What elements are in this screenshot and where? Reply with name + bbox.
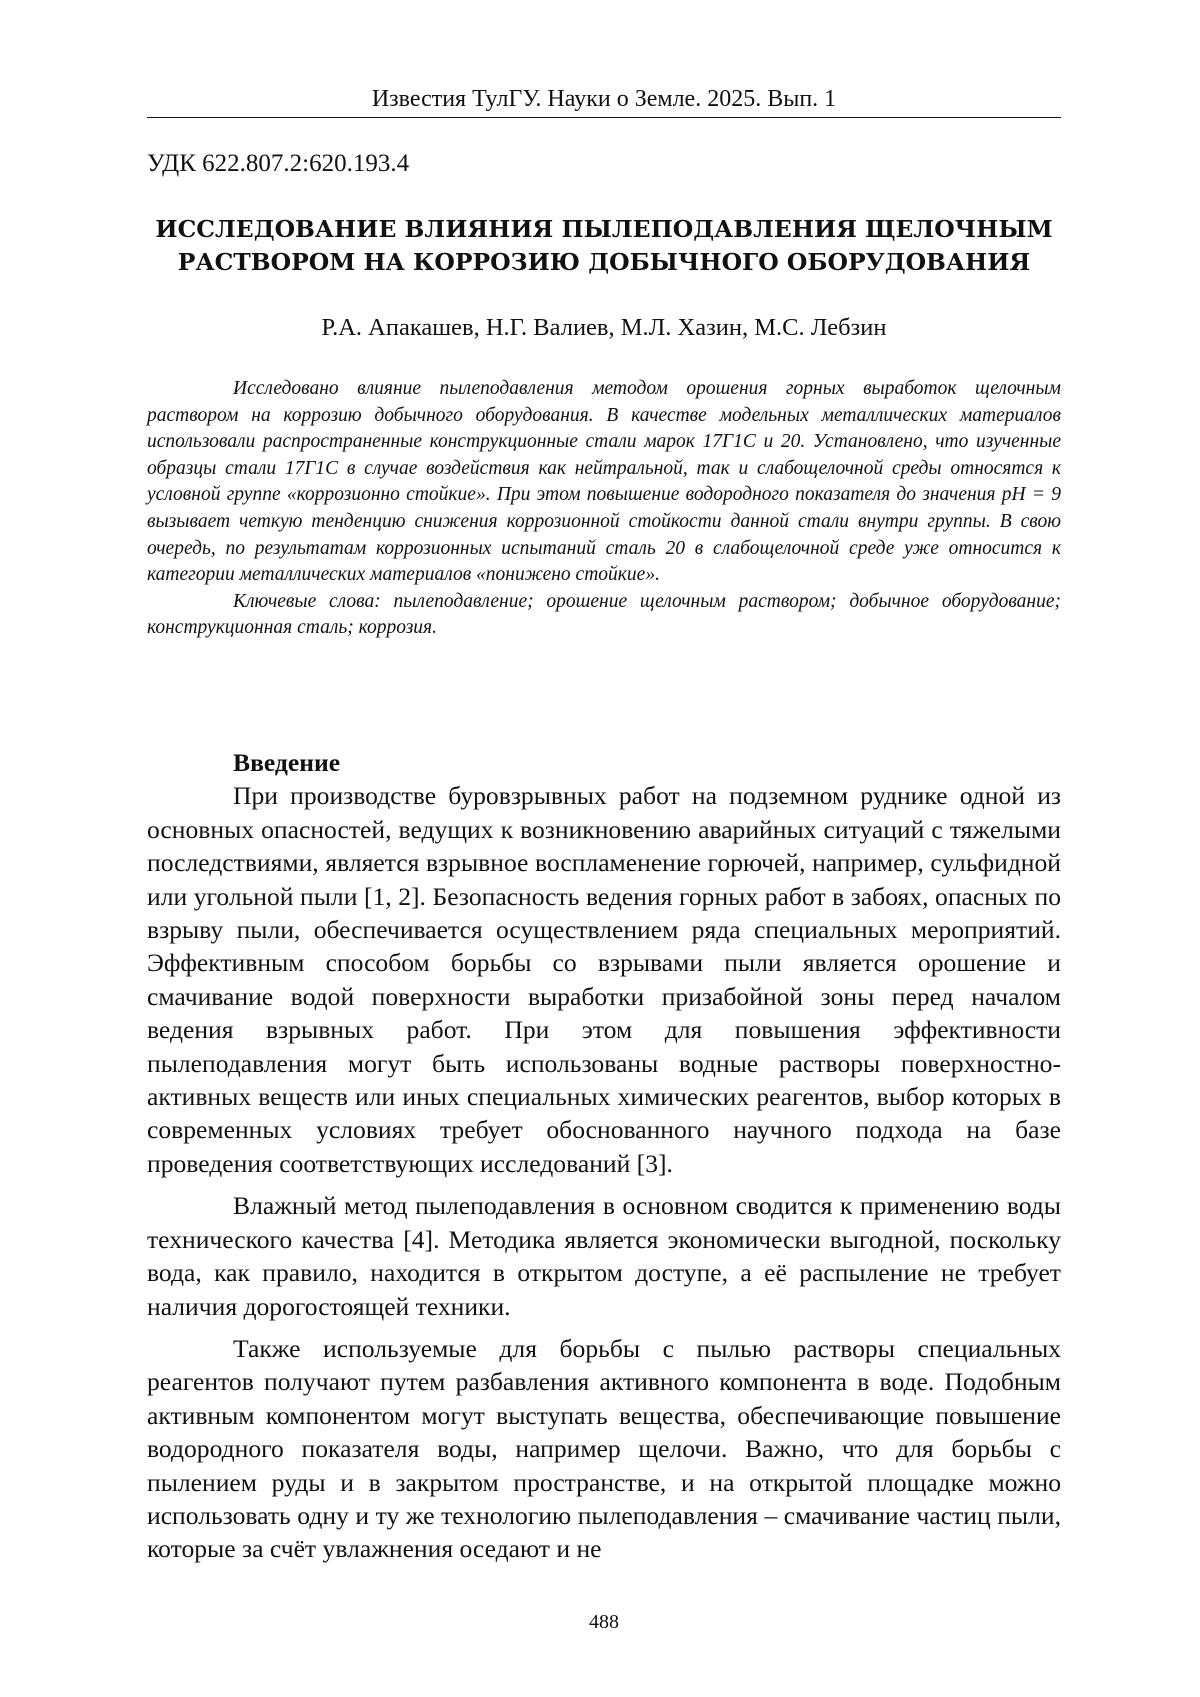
running-header: Известия ТулГУ. Науки о Земле. 2025. Вып. 1	[371, 86, 837, 112]
article-title	[147, 213, 1061, 279]
body-paragraph: При производстве буровзрывных работ на подземном руднике одной из основных опасностей, ведущих к возникновению аварийных ситуаций с тяжелыми последствиями, является взрывное воспламенение горючей, например, сульфидной или угольной пыли [1, 2]. Безопасность ведения горных работ в забоях, опасных по взрыву пыли, обеспечивается осуществлением ряда специальных мероприятий. Эффективным способом борьбы со взрывами пыли является орошение и смачивание водой поверхности выработки призабойной зоны перед началом ведения взрывных работ. При этом для повышения эффективности пылеподавления могут быть использованы водные растворы поверхностно-активных веществ или иных специальных химических реагентов, выбор которых в современных условиях требует обоснованного научного подхода на базе проведения соответствующих исследований [3].	[147, 781, 1061, 1178]
page-number: 488	[589, 1611, 619, 1633]
abstract-text: Исследовано влияние пылеподавления методом орошения горных выработок щелочным раствором на коррозию добычного оборудования. В качестве модельных металлических материалов использовали распространенные конструкционные стали марок 17Г1С и 20. Установлено, что изученные образцы стали 17Г1С в случае воздействия как нейтральной, так и слабощелочной среды относятся к условной группе «коррозионно стойкие». При этом повышение водородного показателя до значения pH = 9 вызывает четкую тенденцию снижения коррозионной стойкости данной стали внутри группы. В свою очередь, по результатам коррозионных испытаний сталь 20 в слабощелочной среде уже относится к категории металлических материалов «понижено стойкие».	[147, 378, 1061, 586]
keywords: Ключевые слова: пылеподавление; орошение щелочным раствором; добычное оборудование; конструкционная сталь; коррозия.	[147, 590, 1061, 639]
body-paragraph: Влажный метод пылеподавления в основном сводится к применению воды технического качества [4]. Методика является экономически выгодной, поскольку вода, как правило, находится в открытом доступе, а её распыление не требует наличия дорогостоящей техники.	[147, 1191, 1061, 1321]
header-rule	[147, 117, 1061, 118]
udk-code: УДК 622.807.2:620.193.4	[147, 150, 410, 177]
authors: Р.А. Апакашев, Н.Г. Валиев, М.Л. Хазин, М.С. Лебзин	[321, 314, 887, 341]
body-paragraph: Также используемые для борьбы с пылью растворы специальных реагентов получают путем разбавления активного компонента в воде. Подобным активным компонентом могут выступать вещества, обеспечивающие повышение водородного показателя воды, например щелочи. Важно, что для борьбы с пылением руды и в закрытом пространстве, и на открытой площадке можно использовать одну и ту же технологию пылеподавления – смачивание частиц пыли, которые за счёт увлажнения оседают и не	[147, 1333, 1061, 1564]
body-text	[147, 746, 1061, 1566]
title-line-2: РАСТВОРОМ НА КОРРОЗИЮ ДОБЫЧНОГО ОБОРУДОВАНИЯ	[177, 248, 1031, 276]
section-heading-introduction: Введение	[233, 748, 341, 777]
title-line-1: ИССЛЕДОВАНИЕ ВЛИЯНИЯ ПЫЛЕПОДАВЛЕНИЯ ЩЕЛОЧНЫМ	[155, 215, 1053, 243]
abstract-block	[147, 376, 1061, 642]
